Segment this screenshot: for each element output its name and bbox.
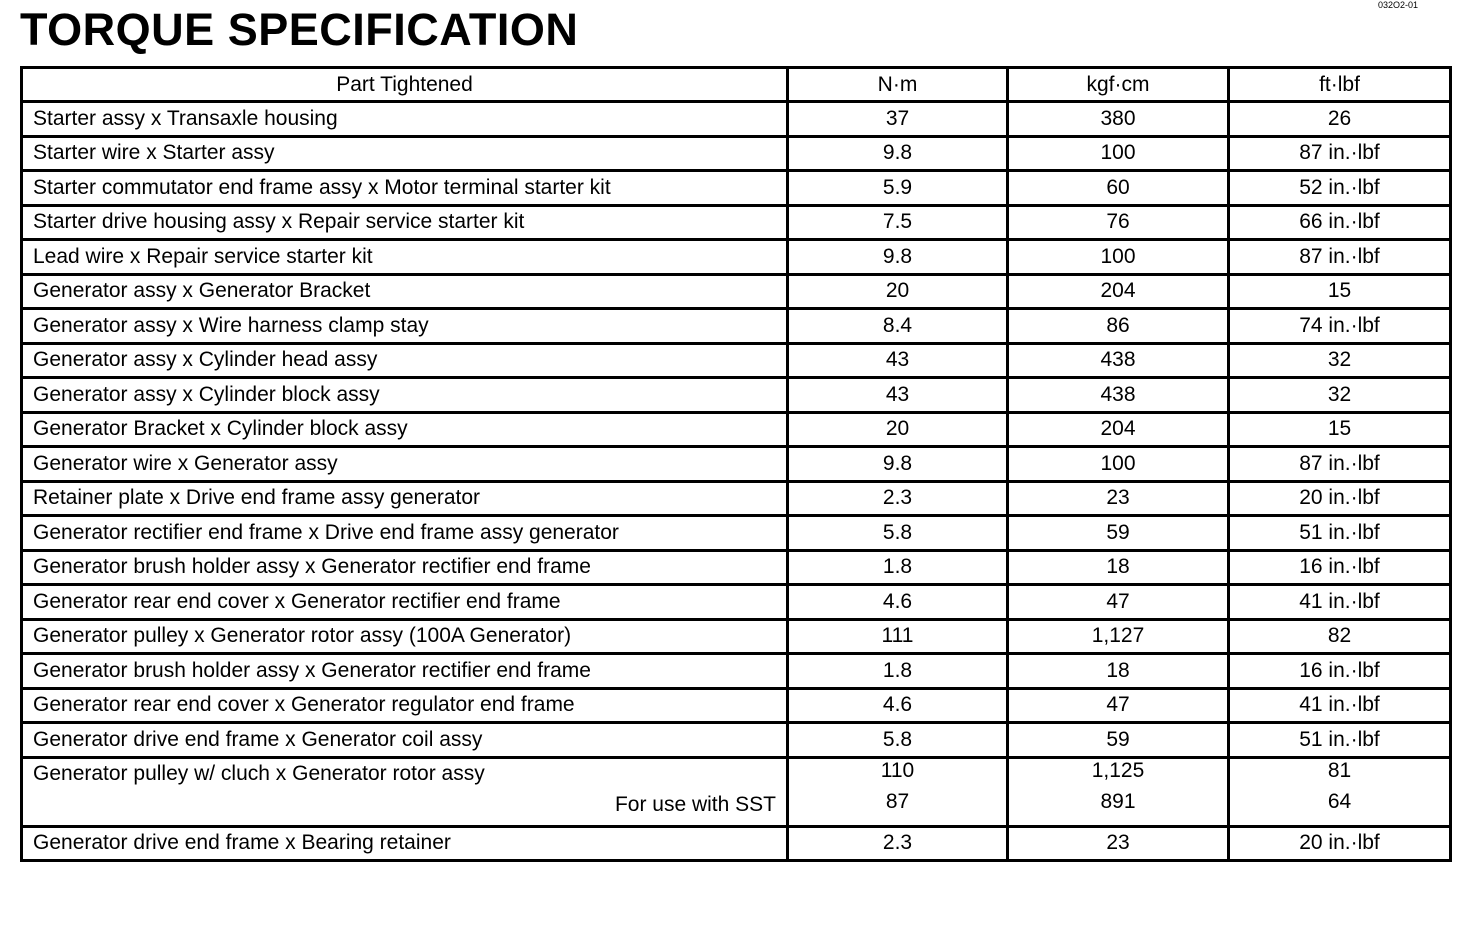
ftlbf-cell: 32 — [1229, 378, 1451, 413]
part-cell: Starter drive housing assy x Repair service starter kit — [22, 205, 788, 240]
part-cell: Starter assy x Transaxle housing — [22, 102, 788, 137]
ftlbf-main: 81 — [1327, 758, 1352, 782]
nm-cell: 7.5 — [788, 205, 1008, 240]
kgfcm-cell: 86 — [1008, 309, 1229, 344]
table-row — [22, 516, 1451, 551]
nm-cell: 5.8 — [788, 516, 1008, 551]
nm-cell: 20 — [788, 412, 1008, 447]
nm-cell: 1.8 — [788, 654, 1008, 689]
nm-cell: 5.9 — [788, 171, 1008, 206]
ftlbf-cell: 26 — [1229, 102, 1451, 137]
header-part-tightened: Part Tightened — [22, 68, 788, 102]
table-row — [22, 240, 1451, 275]
table-row — [22, 550, 1451, 585]
ftlbf-cell: 87 in.·lbf — [1229, 240, 1451, 275]
nm-cell: 5.8 — [788, 723, 1008, 758]
table-row — [22, 447, 1451, 482]
table-row — [22, 102, 1451, 137]
table-row — [22, 343, 1451, 378]
ftlbf-cell: 66 in.·lbf — [1229, 205, 1451, 240]
table-row — [22, 171, 1451, 206]
table-row — [22, 826, 1451, 861]
part-cell: Generator assy x Wire harness clamp stay — [22, 309, 788, 344]
table-row — [22, 205, 1451, 240]
header-row — [22, 68, 1451, 102]
table-row — [22, 654, 1451, 689]
kgfcm-cell: 438 — [1008, 343, 1229, 378]
ftlbf-cell: 87 in.·lbf — [1229, 447, 1451, 482]
part-cell: Generator rectifier end frame x Drive end frame assy generator — [22, 516, 788, 551]
ftlbf-cell: 41 in.·lbf — [1229, 688, 1451, 723]
nm-cell: 37 — [788, 102, 1008, 137]
nm-cell: 20 — [788, 274, 1008, 309]
nm-cell: 8.4 — [788, 309, 1008, 344]
kgfcm-cell: 47 — [1008, 585, 1229, 620]
nm-cell: 2.3 — [788, 826, 1008, 861]
kgfcm-cell: 380 — [1008, 102, 1229, 137]
header-nm: N·m — [788, 68, 1008, 102]
table-row — [22, 619, 1451, 654]
part-cell: Generator rear end cover x Generator regulator end frame — [22, 688, 788, 723]
ftlbf-cell: 51 in.·lbf — [1229, 516, 1451, 551]
table-row — [22, 688, 1451, 723]
kgfcm-cell: 76 — [1008, 205, 1229, 240]
nm-cell: 9.8 — [788, 447, 1008, 482]
nm-cell: 43 — [788, 378, 1008, 413]
part-cell: Generator assy x Cylinder block assy — [22, 378, 788, 413]
document-id: 032O2-01 — [1378, 0, 1419, 10]
torque-spec-table — [20, 66, 1452, 862]
part-cell: Generator assy x Cylinder head assy — [22, 343, 788, 378]
kgfcm-cell: 100 — [1008, 136, 1229, 171]
ftlbf-cell — [1229, 757, 1451, 826]
kgfcm-cell: 18 — [1008, 550, 1229, 585]
part-main-text: Generator pulley w/ cluch x Generator rotor assy — [33, 761, 485, 785]
ftlbf-cell: 52 in.·lbf — [1229, 171, 1451, 206]
table-row — [22, 136, 1451, 171]
ftlbf-cell: 74 in.·lbf — [1229, 309, 1451, 344]
nm-cell: 43 — [788, 343, 1008, 378]
nm-cell: 1.8 — [788, 550, 1008, 585]
part-cell: Generator drive end frame x Generator coil assy — [22, 723, 788, 758]
nm-cell: 9.8 — [788, 136, 1008, 171]
kgfcm-cell: 204 — [1008, 274, 1229, 309]
part-cell — [22, 757, 788, 826]
part-cell: Starter wire x Starter assy — [22, 136, 788, 171]
ftlbf-cell: 41 in.·lbf — [1229, 585, 1451, 620]
nm-main: 110 — [880, 758, 915, 782]
kgfcm-cell: 1,127 — [1008, 619, 1229, 654]
nm-cell: 4.6 — [788, 585, 1008, 620]
nm-cell — [788, 757, 1008, 826]
kgfcm-cell: 23 — [1008, 481, 1229, 516]
page-title: TORQUE SPECIFICATION — [20, 4, 579, 55]
nm-cell: 4.6 — [788, 688, 1008, 723]
nm-cell: 111 — [788, 619, 1008, 654]
kgfcm-cell: 59 — [1008, 723, 1229, 758]
kgfcm-cell: 47 — [1008, 688, 1229, 723]
ftlbf-cell: 16 in.·lbf — [1229, 654, 1451, 689]
table-row — [22, 274, 1451, 309]
nm-sub: 87 — [885, 789, 910, 813]
kgfcm-sub: 891 — [1100, 789, 1136, 813]
kgfcm-cell — [1008, 757, 1229, 826]
table-row — [22, 412, 1451, 447]
ftlbf-cell: 32 — [1229, 343, 1451, 378]
part-cell: Retainer plate x Drive end frame assy generator — [22, 481, 788, 516]
table-row-pulley-clutch — [22, 757, 1451, 826]
part-sub-text: For use with SST — [614, 792, 776, 816]
part-cell: Generator Bracket x Cylinder block assy — [22, 412, 788, 447]
part-cell: Lead wire x Repair service starter kit — [22, 240, 788, 275]
kgfcm-cell: 204 — [1008, 412, 1229, 447]
part-cell: Generator rear end cover x Generator rectifier end frame — [22, 585, 788, 620]
kgfcm-cell: 60 — [1008, 171, 1229, 206]
table-row — [22, 723, 1451, 758]
ftlbf-cell: 15 — [1229, 274, 1451, 309]
kgfcm-cell: 100 — [1008, 447, 1229, 482]
nm-cell: 9.8 — [788, 240, 1008, 275]
table-row — [22, 481, 1451, 516]
nm-cell: 2.3 — [788, 481, 1008, 516]
part-cell: Generator wire x Generator assy — [22, 447, 788, 482]
kgfcm-cell: 18 — [1008, 654, 1229, 689]
part-cell: Generator drive end frame x Bearing retainer — [22, 826, 788, 861]
ftlbf-cell: 51 in.·lbf — [1229, 723, 1451, 758]
table-row — [22, 585, 1451, 620]
kgfcm-cell: 438 — [1008, 378, 1229, 413]
ftlbf-cell: 82 — [1229, 619, 1451, 654]
kgfcm-cell: 59 — [1008, 516, 1229, 551]
kgfcm-main: 1,125 — [1091, 758, 1145, 782]
part-cell: Starter commutator end frame assy x Motor terminal starter kit — [22, 171, 788, 206]
ftlbf-cell: 20 in.·lbf — [1229, 826, 1451, 861]
part-cell: Generator brush holder assy x Generator rectifier end frame — [22, 550, 788, 585]
header-ftlbf: ft·lbf — [1229, 68, 1451, 102]
ftlbf-cell: 20 in.·lbf — [1229, 481, 1451, 516]
ftlbf-cell: 16 in.·lbf — [1229, 550, 1451, 585]
table-row — [22, 378, 1451, 413]
ftlbf-sub: 64 — [1327, 789, 1352, 813]
part-cell: Generator pulley x Generator rotor assy (100A Generator) — [22, 619, 788, 654]
kgfcm-cell: 23 — [1008, 826, 1229, 861]
part-cell: Generator brush holder assy x Generator rectifier end frame — [22, 654, 788, 689]
ftlbf-cell: 15 — [1229, 412, 1451, 447]
ftlbf-cell: 87 in.·lbf — [1229, 136, 1451, 171]
kgfcm-cell: 100 — [1008, 240, 1229, 275]
header-kgfcm: kgf·cm — [1008, 68, 1229, 102]
part-cell: Generator assy x Generator Bracket — [22, 274, 788, 309]
table-row — [22, 309, 1451, 344]
